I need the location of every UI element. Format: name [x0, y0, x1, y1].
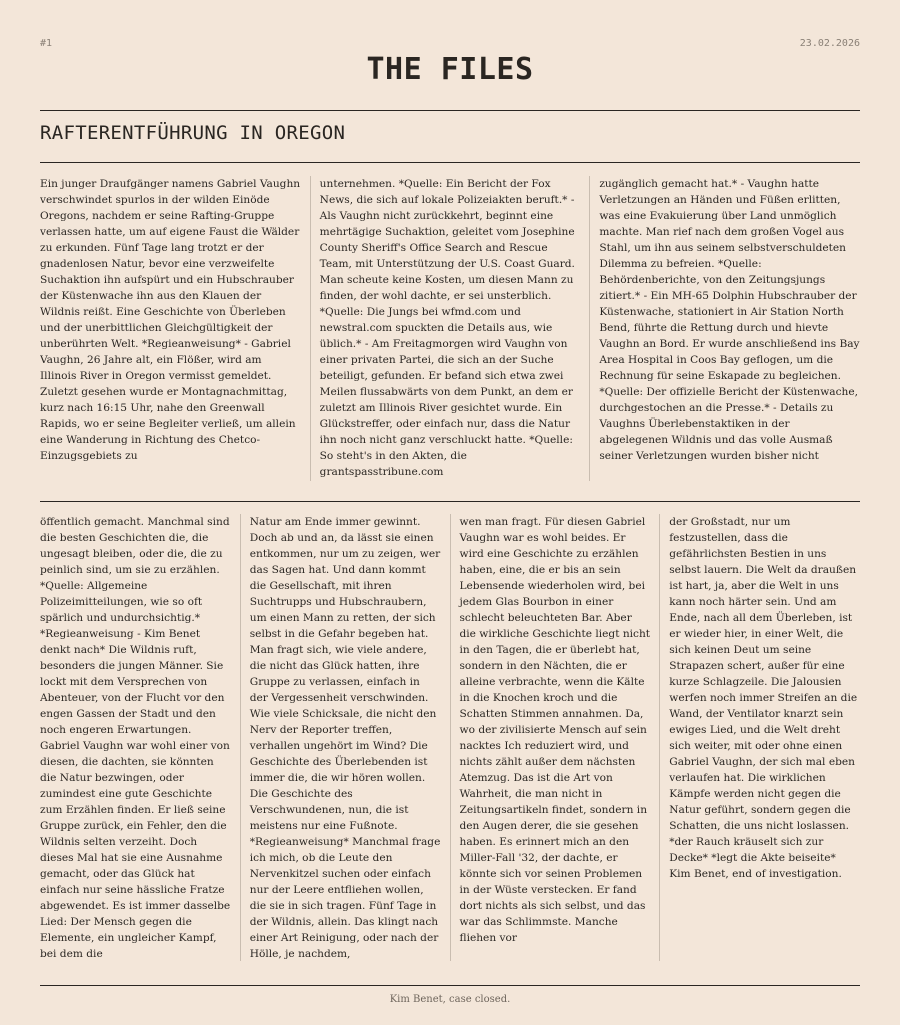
article-headline: RAFTERENTFÜHRUNG IN OREGON: [40, 122, 346, 144]
article-column-1: Ein junger Draufgänger namens Gabriel Vaughn verschwindet spurlos in der wilden Einöde Oregons, nachdem er seine Rafting-Gruppe verlassen hatte, um auf eigene Faust die Wälder zu erkunden. Fünf Tage lang trotzt er der gnadenlosen Natur, bevor eine verzweifelte Suchaktion ihn aufspürt und ein Hubschrauber der Küstenwache ihn aus den Klauen der Wildnis reißt. Eine Geschichte von Überleben und der unerbittlichen Gleichgültigkeit der unberührten Welt. *Regieanweisung* - Gabriel Vaughn, 26 Jahre alt, ein Flößer, wird am Illinois River in Oregon vermisst gemeldet. Zuletzt gesehen wurde er Montagnachmittag, kurz nach 16:15 Uhr, nahe den Greenwall Rapids, wo er seine Begleiter verließ, um allein eine Wanderung in Richtung des Chetco-Einzugsgebiets zu: [40, 178, 301, 462]
article-column-4: öffentlich gemacht. Manchmal sind die besten Geschichten die, die ungesagt bleiben, oder die, die zu peinlich sind, um sie zu erzählen. *Quelle: Allgemeine Polizeimitteilungen, wie so oft spärlich und undurchsichtig.* *Regieanweisung - Kim Benet denkt nach* Die Wildnis ruft, besonders die jungen Männer. Sie lockt mit dem Versprechen von Abenteuer, von der Flucht vor den engen Gassen der Stadt und den noch engeren Erwartungen. Gabriel Vaughn war wohl einer von diesen, die dachten, sie könnten die Natur bezwingen, oder zumindest eine gute Geschichte zum Erzählen finden. Er ließ seine Gruppe zurück, ein Fehler, den die Wildnis selten verzeiht. Doch dieses Mal hat sie eine Ausnahme gemacht, oder das Glück hat einfach nur seine hässliche Fratze abgewendet. Es ist immer dasselbe Lied: Der Mensch gegen die Elemente, ein ungleicher Kampf, bei dem die: [40, 516, 231, 960]
top-columns: [40, 176, 860, 481]
article-column-2: unternehmen. *Quelle: Ein Bericht der Fox News, die sich auf lokale Polizeiakten beruft.* - Als Vaughn nicht zurückkehrt, beginnt eine mehrtägige Suchaktion, geleitet vom Josephine County Sheriff's Office Search and Rescue Team, mit Unterstützung der U.S. Coast Guard. Man scheute keine Kosten, um diesen Mann zu finden, der wohl dachte, er sei unsterblich. *Quelle: Die Jungs bei wfmd.com und newstral.com spuckten die Details aus, wie üblich.* - Am Freitagmorgen wird Vaughn von einer privaten Partei, die sich an der Suche beteiligt, gefunden. Er befand sich etwa zwei Meilen flussabwärts von dem Punkt, an dem er zuletzt am Illinois River gesichtet wurde. Ein Glückstreffer, oder einfach nur, dass die Natur ihn noch nicht ganz verschluckt hatte. *Quelle: So steht's in den Akten, die grantspasstribune.com: [310, 176, 590, 481]
issue-date: 23.02.2026: [799, 38, 860, 49]
section-divider: [40, 501, 860, 502]
article-column-6: wen man fragt. Für diesen Gabriel Vaughn war es wohl beides. Er wird eine Geschichte zu erzählen haben, eine, die er bis an sein Lebensende wiederholen wird, bei jedem Glas Bourbon in einer schlecht beleuchteten Bar. Aber die wirkliche Geschichte liegt nicht in den Tagen, die er überlebt hat, sondern in den Nächten, die er alleine verbrachte, wenn die Kälte in die Knochen kroch und die Schatten Stimmen annahmen. Da, wo der zivilisierte Mensch auf sein nacktes Ich reduziert wird, und nichts zählt außer dem nächsten Atemzug. Das ist die Art von Wahrheit, die man nicht in Zeitungsartikeln findet, sondern in den Augen derer, die sie gesehen haben. Es erinnert mich an den Miller-Fall '32, der dachte, er könnte sich vor seinen Problemen in der Wüste verstecken. Er fand dort nichts als sich selbst, und das war das Schlimmste. Manche fliehen vor: [450, 514, 660, 961]
article-column-5: Natur am Ende immer gewinnt. Doch ab und an, da lässt sie einen entkommen, nur um zu zeigen, wer das Sagen hat. Und dann kommt die Gesellschaft, mit ihren Suchtrupps und Hubschraubern, um einen Mann zu retten, der sich selbst in die Gefahr begeben hat. Man fragt sich, wie viele andere, die nicht das Glück hatten, ihre Gruppe zu verlassen, einfach in der Vergessenheit verschwinden. Wie viele Schicksale, die nicht den Nerv der Reporter treffen, verhallen ungehört im Wind? Die Geschichte des Überlebenden ist immer die, die wir hören wollen. Die Geschichte des Verschwundenen, nun, die ist meistens nur eine Fußnote. *Regieanweisung* Manchmal frage ich mich, ob die Leute den Nervenkitzel suchen oder einfach nur der Leere entfliehen wollen, die sie in sich tragen. Fünf Tage in der Wildnis, allein. Das klingt nach einer Art Reinigung, oder nach der Hölle, je nachdem,: [240, 514, 450, 961]
masthead-title: THE FILES: [366, 52, 534, 87]
issue-number: #1: [40, 38, 53, 49]
bottom-columns: [40, 514, 860, 961]
masthead-rule: [40, 110, 860, 111]
article-column-7: der Großstadt, nur um festzustellen, dass die gefährlichsten Bestien in uns selbst lauern. Die Welt da draußen ist hart, ja, aber die Welt in uns kann noch härter sein. Und am Ende, nach all dem Überleben, ist er wieder hier, in einer Welt, die sich keinen Deut um seine Strapazen schert, außer für eine kurze Schlagzeile. Die Jalousien werfen noch immer Streifen an die Wand, der Ventilator knarzt sein ewiges Lied, und die Welt dreht sich weiter, mit oder ohne einen Gabriel Vaughn, der sich mal eben verlaufen hat. Die wirklichen Kämpfe werden nicht gegen die Natur geführt, sondern gegen die Schatten, die uns nicht loslassen. *der Rauch kräuselt sich zur Decke* *legt die Akte beiseite* Kim Benet, end of investigation.: [659, 514, 860, 961]
footer-signoff: Kim Benet, case closed.: [389, 994, 511, 1005]
article-column-3: zugänglich gemacht hat.* - Vaughn hatte Verletzungen an Händen und Füßen erlitten, was eine Evakuierung über Land unmöglich machte. Man rief nach dem großen Vogel aus Stahl, um ihn aus seinem selbstverschuldeten Dilemma zu befreien. *Quelle: Behördenberichte, von den Zeitungsjungs zitiert.* - Ein MH-65 Dolphin Hubschrauber der Küstenwache, stationiert in Air Station North Bend, führte die Rettung durch und hievte Vaughn an Bord. Er wurde anschließend ins Bay Area Hospital in Coos Bay geflogen, um die Rechnung für seine Eskapade zu begleichen. *Quelle: Der offizielle Bericht der Küstenwache, durchgestochen an die Presse.* - Details zu Vaughns Überlebenstaktiken in der abgelegenen Wildnis und das volle Ausmaß seiner Verletzungen wurden bisher nicht: [589, 176, 860, 481]
headline-rule: [40, 162, 860, 163]
footer-rule: [40, 985, 860, 986]
